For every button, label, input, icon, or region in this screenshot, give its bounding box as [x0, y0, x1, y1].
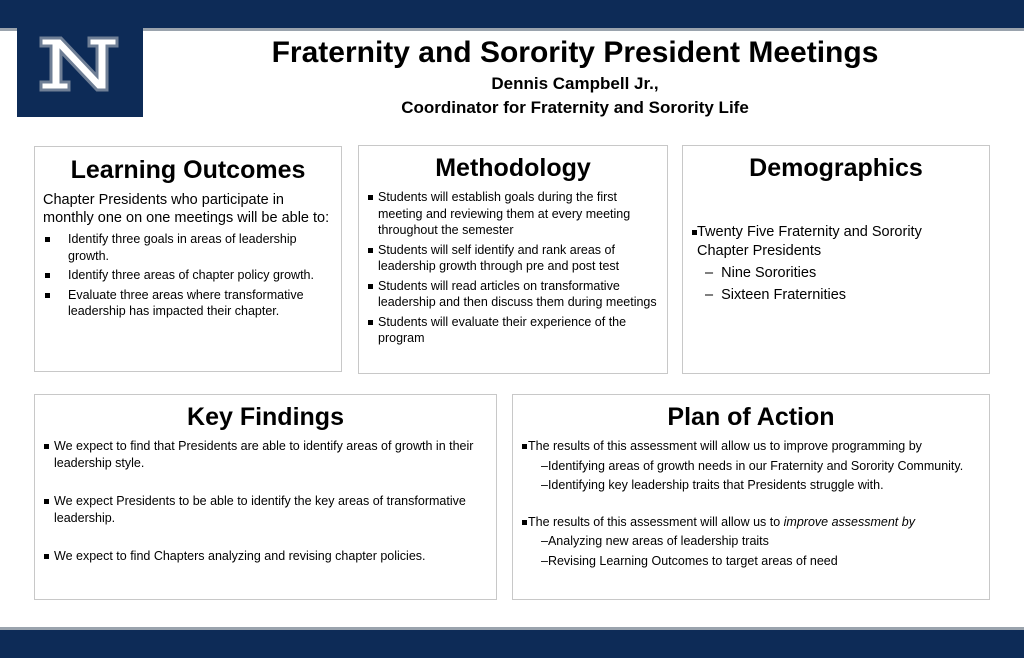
list-item: We expect to find Chapters analyzing and revising chapter policies.	[35, 548, 488, 565]
bullet-icon	[368, 284, 373, 289]
key-findings-panel	[34, 394, 497, 600]
list-item: The results of this assessment will allow us to improve programming by	[522, 438, 977, 455]
top-banner-rule	[0, 28, 1024, 31]
bullet-icon	[44, 444, 49, 449]
university-logo	[17, 10, 143, 117]
bullet-icon	[44, 554, 49, 559]
list-item: – Nine Sororities	[705, 265, 817, 281]
list-item: –Revising Learning Outcomes to target areas of need	[541, 553, 838, 568]
page-title: Fraternity and Sorority President Meetings	[271, 36, 879, 69]
list-item: –Identifying areas of growth needs in our Fraternity and Sorority Community.	[541, 458, 964, 473]
methodology-heading: Methodology	[435, 154, 591, 182]
demographics-panel	[682, 145, 990, 374]
list-item: –Analyzing new areas of leadership traits	[541, 534, 769, 548]
plan-of-action-panel	[512, 394, 990, 600]
demographics-heading: Demographics	[749, 154, 923, 182]
list-item: We expect Presidents to be able to identify the key areas of transformative leadership.	[35, 493, 488, 526]
list-item: Identify three goals in areas of leadership growth.	[35, 231, 327, 264]
learning-outcomes-heading: Learning Outcomes	[70, 156, 306, 184]
bottom-banner	[0, 630, 1024, 658]
list-item: The results of this assessment will allow us to improve assessment by	[522, 514, 977, 531]
bullet-icon	[45, 293, 50, 298]
list-item: –Identifying key leadership traits that Presidents struggle with.	[541, 478, 884, 492]
plan-of-action-heading: Plan of Action	[667, 403, 835, 431]
list-item: Identify three areas of chapter policy growth.	[35, 267, 327, 284]
list-item: Students will evaluate their experience of the program	[359, 314, 659, 347]
bullet-icon	[45, 273, 50, 278]
bullet-icon	[692, 230, 697, 235]
bullet-icon	[368, 320, 373, 325]
bullet-icon	[44, 499, 49, 504]
list-item: Twenty Five Fraternity and Sorority Chapter Presidents	[693, 223, 969, 261]
presenter-name: Dennis Campbell Jr.,	[491, 74, 659, 93]
methodology-panel	[358, 145, 668, 374]
top-banner	[0, 0, 1024, 28]
bullet-icon	[368, 248, 373, 253]
bullet-icon	[45, 237, 50, 242]
list-item: – Sixteen Fraternities	[705, 287, 847, 303]
bullet-icon	[368, 195, 373, 200]
list-item: Students will self identify and rank areas of leadership growth through pre and post test	[359, 242, 659, 275]
learning-outcomes-intro: Chapter Presidents who participate in monthly one on one meetings will be able to:	[43, 192, 330, 226]
n-logo-icon	[39, 36, 119, 92]
list-item: Students will read articles on transformative leadership and then discuss them during meetings	[359, 278, 659, 311]
key-findings-heading: Key Findings	[187, 403, 344, 431]
list-item: Students will establish goals during the first meeting and reviewing them at every meeting throughout the semester	[359, 189, 659, 239]
presenter-role: Coordinator for Fraternity and Sorority Life	[401, 98, 749, 117]
bullet-icon	[522, 444, 527, 449]
list-item: We expect to find that Presidents are able to identify areas of growth in their leadership style.	[35, 438, 488, 471]
bullet-icon	[522, 520, 527, 525]
list-item: Evaluate three areas where transformative leadership has impacted their chapter.	[35, 287, 327, 320]
learning-outcomes-panel	[34, 146, 342, 372]
